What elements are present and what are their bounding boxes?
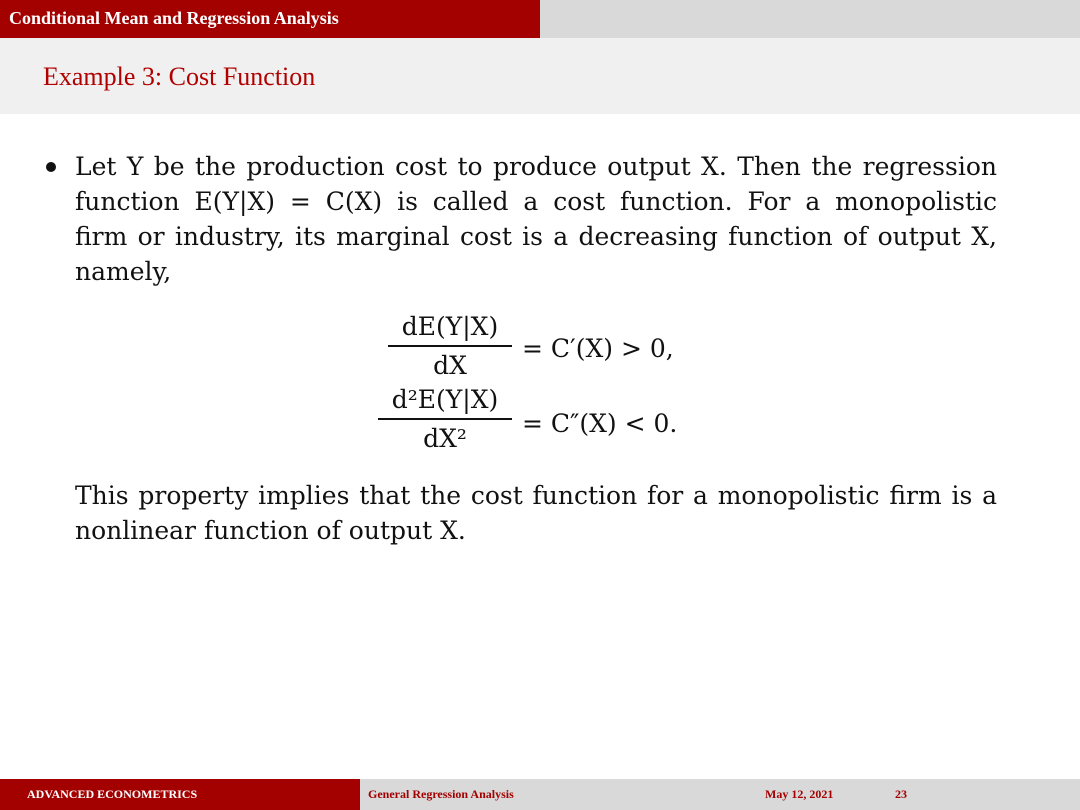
header-bar (0, 0, 1080, 38)
footer-left (0, 779, 360, 810)
text-line: This property implies that the cost function for a monopolistic firm is a (75, 481, 997, 510)
footer-center (360, 779, 720, 810)
footer-right (720, 779, 1080, 810)
section-title: Conditional Mean and Regression Analysis (9, 8, 339, 28)
fraction-bar (388, 345, 512, 347)
text-line: Let Y be the production cost to produce output X. Then the regression (75, 152, 997, 181)
numerator: d²E(Y|X) (391, 385, 499, 414)
fraction-bar (378, 418, 512, 420)
footer-course: ADVANCED ECONOMETRICS (27, 787, 198, 801)
equation-rhs: = C′(X) > 0, (522, 334, 674, 363)
numerator: dE(Y|X) (401, 312, 499, 341)
denominator: dX² (423, 423, 467, 453)
fraction (378, 385, 512, 453)
text-line: namely, (75, 257, 172, 286)
footer (0, 779, 1080, 810)
bullet-icon (46, 162, 56, 172)
text-line: function E(Y|X) = C(X) is called a cost function. For a monopolistic (75, 187, 997, 216)
denominator: dX (433, 350, 467, 380)
fraction (388, 312, 512, 380)
page-number: 23 (895, 787, 907, 801)
footer-topic: General Regression Analysis (368, 787, 514, 801)
section-title-box (0, 0, 540, 38)
conclusion-paragraph (75, 478, 997, 548)
text-line: firm or industry, its marginal cost is a decreasing function of output X, (75, 222, 997, 251)
frame-title: Example 3: Cost Function (43, 62, 316, 91)
footer-date: May 12, 2021 (765, 787, 834, 801)
bullet-paragraph (75, 149, 997, 289)
text-line: nonlinear function of output X. (75, 516, 466, 545)
frame-title-band (0, 38, 1080, 114)
equation-rhs: = C″(X) < 0. (522, 409, 678, 438)
